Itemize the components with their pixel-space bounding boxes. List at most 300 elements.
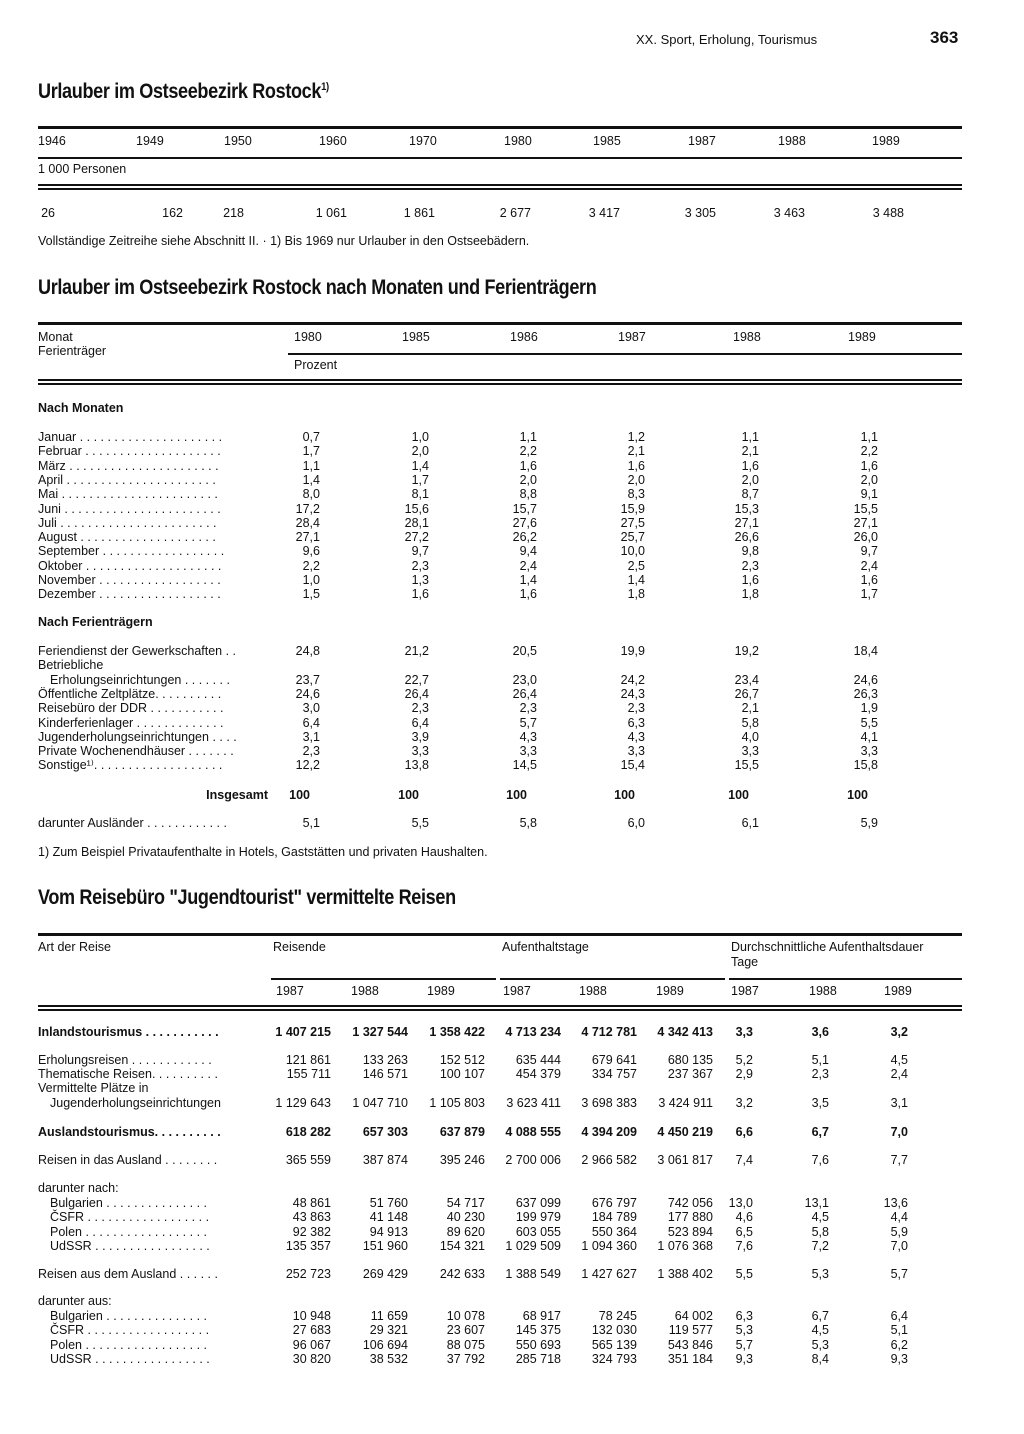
table2-value: 2,1 [627, 444, 645, 459]
table2-row-label: Februar . . . . . . . . . . . . . . . . . . . . [38, 444, 221, 459]
table1-value: 218 [223, 206, 244, 220]
table3-value: 3,6 [811, 1025, 829, 1039]
table3-year: 1989 [656, 984, 684, 998]
table2-note: 1) Zum Beispiel Privataufenthalte in Hotels, Gaststätten und privaten Haushalten. [38, 845, 488, 859]
table3-value: 3,5 [811, 1096, 829, 1110]
table2-total-value: 100 [728, 788, 749, 802]
table2-value: 1,6 [411, 587, 429, 602]
table2-value: 2,3 [741, 558, 759, 573]
table3-value: 6,4 [890, 1309, 908, 1323]
table2-value: 1,0 [302, 573, 320, 587]
table3-row-label: Polen . . . . . . . . . . . . . . . . . . [50, 1338, 207, 1352]
table1-year: 1980 [504, 134, 532, 148]
table3-value: 94 913 [369, 1225, 408, 1239]
table2-row-label: Öffentliche Zeltplätze. . . . . . . . . . [38, 686, 222, 701]
table2-value: 8,3 [627, 487, 645, 502]
table3-value: 3,1 [890, 1096, 908, 1110]
table2-value: 1,1 [519, 430, 537, 444]
table2-value: 1,7 [860, 587, 878, 602]
table2-row-label: Kinderferienlager . . . . . . . . . . . . . [38, 715, 224, 730]
table3-value: 285 718 [515, 1352, 561, 1366]
table3-value: 1 407 215 [275, 1025, 331, 1039]
table3-value: 550 364 [591, 1225, 637, 1239]
table2-value: 2,3 [627, 701, 645, 716]
table2-value: 27,2 [404, 530, 429, 545]
table3-value: 3,3 [735, 1025, 753, 1039]
table2-value: 15,9 [620, 501, 645, 516]
table2-value: 26,0 [853, 530, 878, 545]
table2-section-carriers: Nach Ferienträgern [38, 615, 153, 629]
table2-value: 2,1 [741, 701, 759, 716]
table2-value: 4,3 [627, 729, 645, 744]
table2-row-label: Mai . . . . . . . . . . . . . . . . . . . . . . . [38, 487, 218, 502]
table3-value: 454 379 [515, 1067, 561, 1081]
table2-value: 27,1 [734, 515, 759, 530]
table3-value: 5,1 [811, 1053, 829, 1067]
table2-year: 1980 [294, 330, 322, 344]
table2-value: 6,4 [411, 715, 429, 730]
table3-value: 133 263 [362, 1053, 408, 1067]
table3-value: 269 429 [362, 1267, 408, 1281]
table3-value: 41 148 [369, 1210, 408, 1224]
table3-value: 680 135 [667, 1053, 713, 1067]
table3-row-label: Auslandstourismus. . . . . . . . . . [38, 1125, 221, 1139]
table3-value: 27 683 [292, 1323, 331, 1337]
table2-value: 28,4 [295, 515, 320, 530]
table2-value: 15,6 [404, 501, 429, 516]
table3-row-label: darunter nach: [38, 1181, 119, 1195]
table2-row-label: Dezember . . . . . . . . . . . . . . . . . . [38, 587, 221, 602]
table3-value: 1 358 422 [429, 1025, 485, 1039]
table3-value: 6,3 [735, 1309, 753, 1323]
table3-value: 543 846 [667, 1338, 713, 1352]
table2-value: 2,0 [411, 444, 429, 459]
table2-rule [288, 353, 962, 355]
table3-value: 78 245 [598, 1309, 637, 1323]
table3-rule [500, 978, 725, 980]
table2-value: 4,3 [519, 729, 537, 744]
table2-row-label: Juli . . . . . . . . . . . . . . . . . . . . . . . [38, 515, 217, 530]
table2-value: 18,4 [853, 644, 878, 658]
table3-value: 4 394 209 [581, 1125, 637, 1139]
table2-total-value: 100 [614, 788, 635, 802]
table2-value: 1,0 [411, 430, 429, 444]
table3-value: 96 067 [292, 1338, 331, 1352]
table3-value: 38 532 [369, 1352, 408, 1366]
table1-year: 1970 [409, 134, 437, 148]
table3-value: 7,0 [890, 1125, 908, 1139]
table3-value: 618 282 [285, 1125, 331, 1139]
table3-value: 7,0 [890, 1239, 908, 1253]
table2-value: 5,7 [519, 715, 537, 730]
table3-value: 29 321 [369, 1323, 408, 1337]
table2-value: 3,3 [519, 744, 537, 759]
table1-value: 3 488 [872, 206, 904, 220]
table3-value: 5,3 [811, 1338, 829, 1352]
table3-year: 1989 [427, 984, 455, 998]
table2-value: 8,0 [302, 487, 320, 502]
table2-value: 17,2 [295, 501, 320, 516]
table1-value: 3 463 [773, 206, 805, 220]
table2-value: 24,3 [620, 686, 645, 701]
table3-value: 637 099 [515, 1196, 561, 1210]
table1-value: 3 305 [684, 206, 716, 220]
table3-value: 5,1 [890, 1323, 908, 1337]
table1-year: 1989 [872, 134, 900, 148]
table3-value: 7,7 [890, 1153, 908, 1167]
table3-value: 6,2 [890, 1338, 908, 1352]
table3-value: 7,6 [811, 1153, 829, 1167]
table2-total-value: 100 [398, 788, 419, 802]
table3-row-label: UdSSR . . . . . . . . . . . . . . . . . [50, 1352, 210, 1366]
table3-value: 2 700 006 [505, 1153, 561, 1167]
table3-value: 2,9 [735, 1067, 753, 1081]
table2-total-value: 100 [506, 788, 527, 802]
table2-value: 12,2 [295, 758, 320, 773]
table3-value: 742 056 [667, 1196, 713, 1210]
table2-row-label: Private Wochenendhäuser . . . . . . . [38, 744, 234, 759]
table3-value: 1 105 803 [429, 1096, 485, 1110]
table2-value: 1,4 [519, 573, 537, 587]
table2-value: 9,7 [411, 544, 429, 559]
table3-value: 43 863 [292, 1210, 331, 1224]
table2-value: 13,8 [404, 758, 429, 773]
table3-value: 4,5 [811, 1323, 829, 1337]
table2-value: 1,1 [302, 458, 320, 473]
table1-year: 1949 [136, 134, 164, 148]
table3-value: 4 713 234 [505, 1025, 561, 1039]
table3-value: 252 723 [285, 1267, 331, 1281]
table2-year: 1987 [618, 330, 646, 344]
table2-foreign-value: 5,8 [519, 816, 537, 830]
table2-row-label: März . . . . . . . . . . . . . . . . . . . . . . [38, 458, 219, 473]
table3-value: 40 230 [446, 1210, 485, 1224]
table2-row-label: November . . . . . . . . . . . . . . . . . . [38, 573, 221, 587]
table3-row-label: ČSFR . . . . . . . . . . . . . . . . . . [50, 1210, 210, 1224]
table3-value: 324 793 [591, 1352, 637, 1366]
table3-value: 387 874 [362, 1153, 408, 1167]
table2-value: 1,7 [302, 444, 320, 459]
table2-value: 21,2 [404, 644, 429, 658]
table2-value: 27,1 [295, 530, 320, 545]
table3-value: 1 076 368 [657, 1239, 713, 1253]
table2-row-label: August . . . . . . . . . . . . . . . . . . . . [38, 530, 216, 545]
table2-row-label: Betriebliche [38, 658, 104, 673]
table2-value: 15,8 [853, 758, 878, 773]
table2-value: 22,7 [404, 672, 429, 687]
table3-value: 13,0 [728, 1196, 753, 1210]
table1-year: 1960 [319, 134, 347, 148]
table3-group-dauer-unit: Tage [731, 955, 759, 969]
table3-value: 5,5 [735, 1267, 753, 1281]
table3-value: 54 717 [446, 1196, 485, 1210]
table1-title: Urlauber im Ostseebezirk Rostock$^{1)}$ [38, 80, 329, 103]
table3-row-label: Erholungsreisen . . . . . . . . . . . . [38, 1053, 212, 1067]
table3-value: 2,3 [811, 1067, 829, 1081]
table2-year: 1988 [733, 330, 761, 344]
table3-value: 4,5 [811, 1210, 829, 1224]
table3-group-aufenthaltstage: Aufenthaltstage [502, 940, 589, 954]
table2-value: 20,5 [512, 644, 537, 658]
table1-value: 26 [41, 206, 55, 220]
table3-value: 146 571 [362, 1067, 408, 1081]
table2-value: 8,1 [411, 487, 429, 502]
table3-value: 5,7 [735, 1338, 753, 1352]
table3-value: 11 659 [370, 1309, 408, 1323]
table3-year: 1988 [809, 984, 837, 998]
table2-value: 8,8 [519, 487, 537, 502]
table2-value: 6,4 [302, 715, 320, 730]
table3-value: 13,1 [804, 1196, 829, 1210]
table3-value: 603 055 [515, 1225, 561, 1239]
table2-value: 3,3 [627, 744, 645, 759]
table3-row-label: Vermittelte Plätze in [38, 1081, 149, 1095]
table3-value: 3 623 411 [506, 1096, 561, 1110]
table2-value: 1,3 [411, 573, 429, 587]
table2-value: 3,3 [860, 744, 878, 759]
table2-value: 3,3 [411, 744, 429, 759]
table3-value: 23 607 [446, 1323, 485, 1337]
table2-value: 9,7 [860, 544, 878, 559]
table1-value: 2 677 [499, 206, 531, 220]
table3-value: 89 620 [446, 1225, 485, 1239]
table2-total-value: 100 [289, 788, 310, 802]
table3-value: 4,4 [890, 1210, 908, 1224]
table2-value: 2,2 [302, 558, 320, 573]
table3-value: 6,7 [811, 1309, 829, 1323]
table2-rule [38, 383, 962, 385]
table2-year: 1986 [510, 330, 538, 344]
table3-value: 2 966 582 [581, 1153, 637, 1167]
table3-value: 51 760 [369, 1196, 408, 1210]
table2-value: 24,8 [295, 644, 320, 658]
table2-total-label: Insgesamt [206, 788, 268, 802]
table2-value: 1,4 [302, 472, 320, 487]
table3-value: 3,2 [735, 1096, 753, 1110]
table3-value: 106 694 [362, 1338, 408, 1352]
table2-value: 1,1 [860, 430, 878, 444]
table2-value: 14,5 [512, 758, 537, 773]
table1-year: 1950 [224, 134, 252, 148]
table2-head-label1: Monat [38, 330, 73, 344]
table3-value: 4 088 555 [505, 1125, 561, 1139]
table2-value: 3,1 [302, 729, 320, 744]
table2-row-label: Jugenderholungseinrichtungen . . . . [38, 729, 237, 744]
table3-value: 5,3 [811, 1267, 829, 1281]
table3-value: 2,4 [890, 1067, 908, 1081]
table2-value: 1,5 [302, 587, 320, 602]
table2-value: 25,7 [620, 530, 645, 545]
table2-value: 24,6 [295, 686, 320, 701]
table2-value: 5,5 [860, 715, 878, 730]
table2-value: 9,8 [741, 544, 759, 559]
table3-value: 6,6 [735, 1125, 753, 1139]
table1-value: 1 061 [315, 206, 347, 220]
table2-value: 15,7 [512, 501, 537, 516]
table2-title: Urlauber im Ostseebezirk Rostock nach Monaten und Ferienträgern [38, 276, 597, 299]
table2-value: 9,4 [519, 544, 537, 559]
table3-value: 1 327 544 [352, 1025, 408, 1039]
table3-row-label: Inlandstourismus . . . . . . . . . . . [38, 1025, 219, 1039]
table3-value: 100 107 [439, 1067, 485, 1081]
table2-year: 1989 [848, 330, 876, 344]
table3-value: 88 075 [446, 1338, 485, 1352]
table3-value: 1 427 627 [581, 1267, 637, 1281]
table2-value: 2,3 [519, 701, 537, 716]
table3-value: 145 375 [515, 1323, 561, 1337]
table2-value: 26,7 [734, 686, 759, 701]
table2-value: 2,3 [411, 701, 429, 716]
table1-rule [38, 184, 962, 186]
table3-value: 7,4 [735, 1153, 753, 1167]
table3-value: 1 094 360 [581, 1239, 637, 1253]
table3-value: 151 960 [362, 1239, 408, 1253]
table3-value: 9,3 [735, 1352, 753, 1366]
table2-row-label: Juni . . . . . . . . . . . . . . . . . . . . . . . [38, 501, 221, 516]
table3-year: 1988 [579, 984, 607, 998]
table3-row-label: UdSSR . . . . . . . . . . . . . . . . . [50, 1239, 210, 1253]
table3-top-rule [38, 933, 962, 936]
table2-foreign-label: darunter Ausländer . . . . . . . . . . . . [38, 816, 227, 830]
table3-value: 237 367 [667, 1067, 713, 1081]
table1-year: 1946 [38, 134, 66, 148]
table2-value: 2,2 [519, 444, 537, 459]
table3-value: 6,7 [811, 1125, 829, 1139]
table2-value: 4,1 [860, 729, 878, 744]
table2-value: 1,6 [860, 458, 878, 473]
table3-value: 92 382 [292, 1225, 331, 1239]
table2-value: 28,1 [404, 515, 429, 530]
table3-row-label: Bulgarien . . . . . . . . . . . . . . . [50, 1196, 208, 1210]
table3-value: 395 246 [439, 1153, 485, 1167]
table2-row-label: September . . . . . . . . . . . . . . . . . . [38, 544, 225, 559]
table3-value: 13,6 [883, 1196, 908, 1210]
table2-value: 2,1 [741, 444, 759, 459]
table2-value: 2,0 [519, 472, 537, 487]
table3-value: 119 577 [668, 1323, 713, 1337]
table3-row-label: Thematische Reisen. . . . . . . . . . [38, 1067, 218, 1081]
table2-value: 1,6 [627, 458, 645, 473]
table3-value: 351 184 [667, 1352, 713, 1366]
table2-value: 9,6 [302, 544, 320, 559]
table3-value: 523 894 [667, 1225, 713, 1239]
table2-unit: Prozent [294, 358, 338, 372]
table2-value: 24,2 [620, 672, 645, 687]
table1-title-footnote: 1) [321, 81, 329, 93]
table2-value: 26,4 [404, 686, 429, 701]
table2-value: 24,6 [853, 672, 878, 687]
table3-value: 5,7 [890, 1267, 908, 1281]
table2-value: 1,8 [627, 587, 645, 602]
table2-value: 23,4 [734, 672, 759, 687]
table2-row-label: Oktober . . . . . . . . . . . . . . . . . . . . [38, 558, 222, 573]
table1-note: Vollständige Zeitreihe siehe Abschnitt II. · 1) Bis 1969 nur Urlauber in den Ostseebädern. [38, 234, 530, 248]
table2-total-value: 100 [847, 788, 868, 802]
table3-value: 5,3 [735, 1323, 753, 1337]
table2-value: 15,4 [620, 758, 645, 773]
table2-value: 0,7 [302, 430, 320, 444]
table2-row-label: Erholungseinrichtungen . . . . . . . [50, 672, 230, 687]
table2-value: 5,8 [741, 715, 759, 730]
table1-unit: 1 000 Personen [38, 162, 127, 176]
table3-value: 550 693 [515, 1338, 561, 1352]
table2-value: 1,4 [411, 458, 429, 473]
table2-value: 2,2 [860, 444, 878, 459]
table3-value: 121 861 [285, 1053, 331, 1067]
table2-value: 3,3 [741, 744, 759, 759]
table3-year: 1987 [276, 984, 304, 998]
table2-value: 10,0 [620, 544, 645, 559]
table1-value: 162 [162, 206, 183, 220]
table3-value: 1 047 710 [352, 1096, 408, 1110]
table3-value: 565 139 [591, 1338, 637, 1352]
table1-year: 1988 [778, 134, 806, 148]
table3-value: 3 424 911 [658, 1096, 713, 1110]
table2-foreign-value: 5,1 [302, 816, 320, 830]
table3-value: 4,6 [735, 1210, 753, 1224]
table2-foreign-value: 6,1 [741, 816, 759, 830]
table2-value: 2,5 [627, 558, 645, 573]
running-title: XX. Sport, Erholung, Tourismus [636, 32, 818, 47]
table3-value: 4,5 [890, 1053, 908, 1067]
table2-top-rule [38, 322, 962, 325]
table2-value: 4,0 [741, 729, 759, 744]
table3-value: 155 711 [286, 1067, 331, 1081]
table2-value: 2,3 [411, 558, 429, 573]
table2-value: 19,2 [734, 644, 759, 658]
table3-value: 135 357 [285, 1239, 331, 1253]
table2-value: 8,7 [741, 487, 759, 502]
table3-value: 676 797 [591, 1196, 637, 1210]
table3-row-label: darunter aus: [38, 1294, 112, 1308]
table3-value: 48 861 [292, 1196, 331, 1210]
table3-value: 132 030 [591, 1323, 637, 1337]
table3-row-label: Reisen aus dem Ausland . . . . . . [38, 1267, 218, 1281]
table3-value: 5,9 [890, 1225, 908, 1239]
table2-foreign-value: 5,5 [411, 816, 429, 830]
table3-value: 7,6 [735, 1239, 753, 1253]
table2-value: 1,6 [519, 587, 537, 602]
table2-value: 3,9 [411, 729, 429, 744]
table3-value: 154 321 [439, 1239, 485, 1253]
table2-foreign-value: 6,0 [627, 816, 645, 830]
table2-value: 15,5 [734, 758, 759, 773]
table1-value: 3 417 [588, 206, 620, 220]
table1-value: 1 861 [403, 206, 435, 220]
table2-value: 27,6 [512, 515, 537, 530]
table2-year: 1985 [402, 330, 430, 344]
table3-value: 4 450 219 [657, 1125, 713, 1139]
table3-rule [38, 1005, 962, 1007]
table1-year: 1987 [688, 134, 716, 148]
table3-value: 3 061 817 [657, 1153, 713, 1167]
table3-rule [729, 978, 962, 980]
table2-value: 26,6 [734, 530, 759, 545]
table2-value: 1,4 [627, 573, 645, 587]
table3-value: 3 698 383 [581, 1096, 637, 1110]
table3-year: 1987 [503, 984, 531, 998]
table3-value: 64 002 [674, 1309, 713, 1323]
table3-row-label: ČSFR . . . . . . . . . . . . . . . . . . [50, 1323, 210, 1337]
table3-value: 68 917 [522, 1309, 561, 1323]
table2-value: 26,2 [512, 530, 537, 545]
table2-value: 26,3 [853, 686, 878, 701]
table3-value: 6,5 [735, 1225, 753, 1239]
table2-row-label: Sonstige¹⁾. . . . . . . . . . . . . . . . . . . [38, 758, 223, 773]
table2-value: 2,0 [627, 472, 645, 487]
table3-value: 242 633 [439, 1267, 485, 1281]
table2-value: 3,0 [302, 701, 320, 716]
